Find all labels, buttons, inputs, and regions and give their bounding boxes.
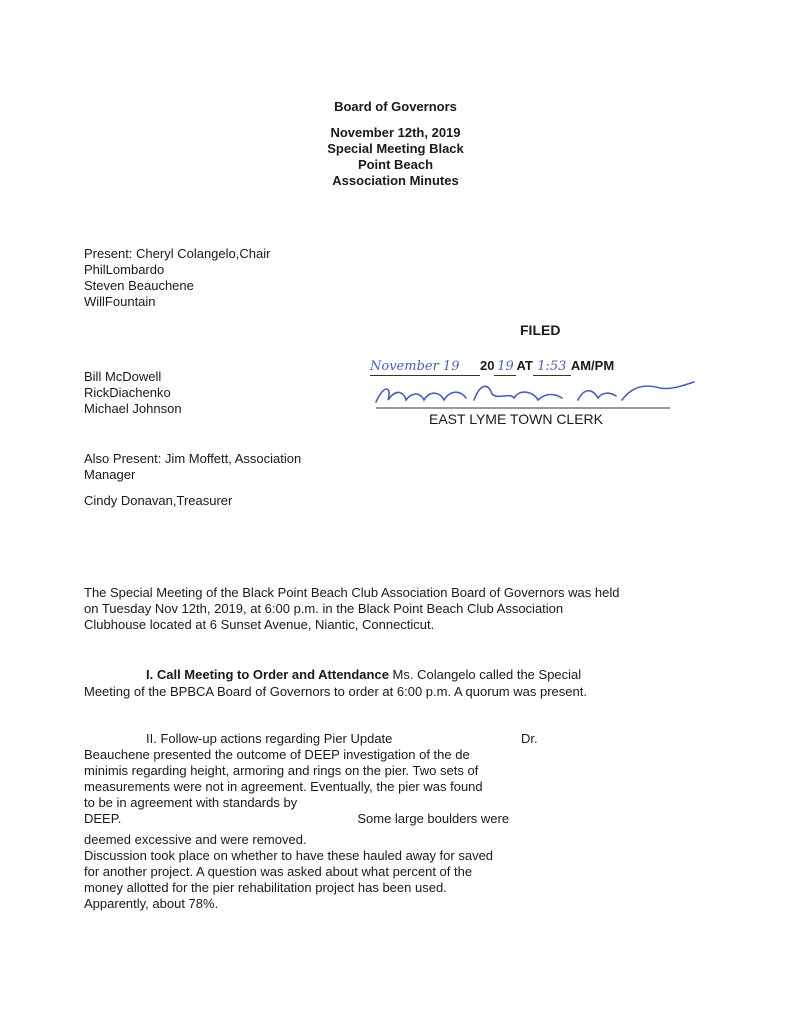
present-list-2 — [84, 369, 182, 417]
deep-word: DEEP. — [84, 811, 122, 826]
section-2-heading-tail: Dr. — [521, 731, 538, 746]
section-2-line: for another project. A question was asked about what percent of the — [84, 864, 473, 879]
section-2-deep-line — [84, 811, 544, 827]
section-2-line: Beauchene presented the outcome of DEEP investigation of the de — [84, 747, 470, 762]
section-1-line2: Meeting of the BPBCA Board of Governors to order at 6:00 p.m. A quorum was present. — [84, 684, 587, 699]
present-member: RickDiachenko — [84, 385, 171, 400]
section-2-heading: II. Follow-up actions regarding Pier Update — [146, 731, 393, 746]
also-present-line3: Cindy Donavan,Treasurer — [84, 493, 233, 508]
intro-line: on Tuesday Nov 12th, 2019, at 6:00 p.m. in the Black Point Beach Club Association — [84, 601, 564, 616]
year-prefix: 20 — [480, 358, 495, 373]
also-present-line2: Manager — [84, 467, 136, 482]
section-1-heading: I. Call Meeting to Order and Attendance — [146, 667, 389, 682]
subtitle-line-4: Association Minutes — [332, 173, 459, 188]
section-2-line: Apparently, about 78%. — [84, 896, 219, 911]
filed-month-handwritten: November 19 — [370, 359, 480, 376]
clerk-title: EAST LYME TOWN CLERK — [429, 411, 604, 427]
present-list — [84, 246, 270, 310]
section-2-line: measurements were not in agreement. Eventually, the pier was found — [84, 779, 483, 794]
section-2-body — [84, 747, 544, 912]
filed-label: FILED — [520, 322, 561, 338]
intro-line: Clubhouse located at 6 Sunset Avenue, Niantic, Connecticut. — [84, 617, 435, 632]
section-2-line: Discussion took place on whether to have these hauled away for saved — [84, 848, 494, 863]
section-2-line: minimis regarding height, armoring and rings on the pier. Two sets of — [84, 763, 479, 778]
section-2-line: deemed excessive and were removed. — [84, 832, 307, 847]
also-present-line1: Also Present: Jim Moffett, Association — [84, 451, 302, 466]
filed-time-handwritten: 1:53 — [533, 359, 571, 376]
section-2-line: money allotted for the pier rehabilitation project has been used. — [84, 880, 447, 895]
present-member: Steven Beauchene — [84, 278, 194, 293]
intro-paragraph — [84, 585, 764, 633]
section-2-line: to be in agreement with standards by — [84, 795, 298, 810]
document-title: Board of Governors — [334, 99, 457, 114]
present-chair: Present: Cheryl Colangelo,Chair — [84, 246, 271, 261]
filed-stamp-date — [370, 358, 614, 376]
document-subtitle — [0, 125, 791, 189]
present-member: PhilLombardo — [84, 262, 165, 277]
section-1-text: Ms. Colangelo called the Special — [388, 667, 582, 682]
meeting-date: November 12th, 2019 — [330, 125, 461, 140]
subtitle-line-2: Special Meeting Black — [327, 141, 464, 156]
ampm-label: AM/PM — [570, 358, 615, 373]
at-label: AT — [516, 358, 533, 373]
intro-line: The Special Meeting of the Black Point Beach Club Association Board of Governors was held — [84, 585, 620, 600]
deep-tail: Some large boulders were — [357, 811, 510, 826]
subtitle-line-3: Point Beach — [357, 157, 434, 172]
present-member: WillFountain — [84, 294, 156, 309]
present-member: Bill McDowell — [84, 369, 162, 384]
clerk-signature — [370, 378, 700, 412]
filed-year-handwritten: 19 — [494, 359, 516, 376]
section-1-line1 — [146, 667, 581, 683]
present-member: Michael Johnson — [84, 401, 182, 416]
